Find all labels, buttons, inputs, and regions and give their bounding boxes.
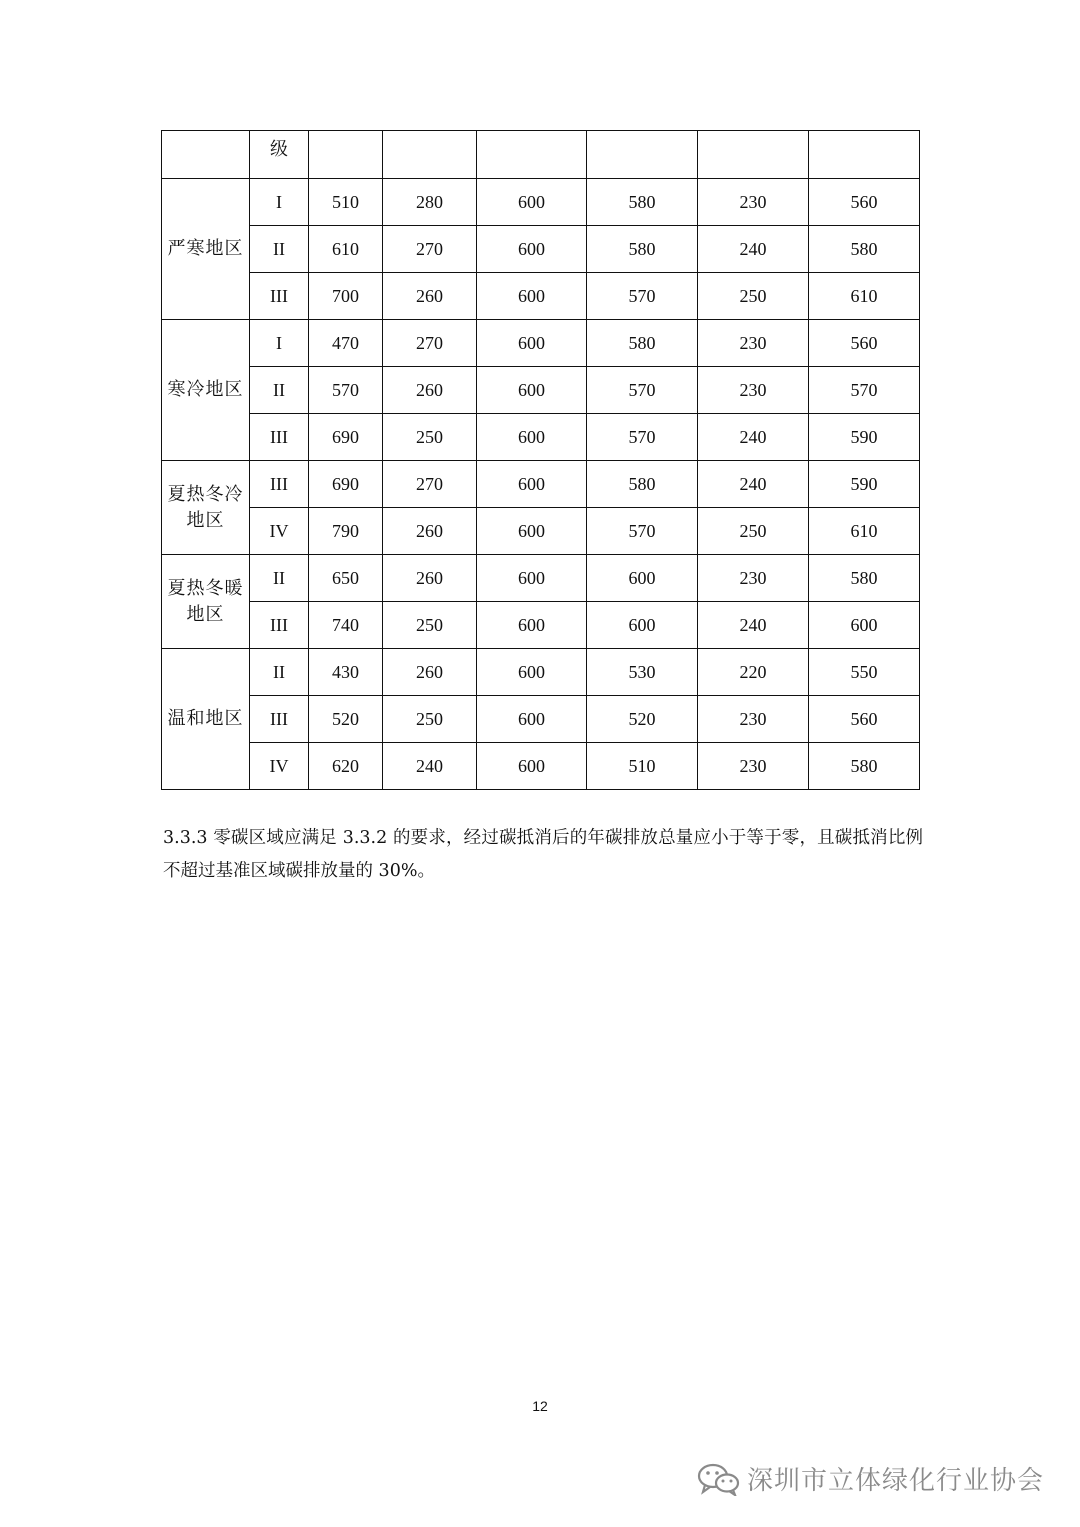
table-row — [162, 414, 920, 461]
value-cell: 550 — [809, 649, 920, 696]
value-cell: 560 — [809, 179, 920, 226]
value-cell: 610 — [809, 273, 920, 320]
value-cell: 530 — [587, 649, 698, 696]
value-cell: 570 — [587, 273, 698, 320]
value-cell: 600 — [809, 602, 920, 649]
value-cell: 240 — [698, 414, 809, 461]
value-cell: 650 — [309, 555, 383, 602]
value-cell: 250 — [698, 508, 809, 555]
table-row — [162, 555, 920, 602]
value-cell: 600 — [477, 555, 587, 602]
value-cell: 230 — [698, 320, 809, 367]
table-row — [162, 602, 920, 649]
value-cell: 250 — [698, 273, 809, 320]
clause-paragraph: 3.3.3 零碳区域应满足 3.3.2 的要求，经过碳抵消后的年碳排放总量应小于等于零，且碳抵消比例不超过基准区域碳排放量的 30%。 — [163, 828, 923, 881]
header-cell — [162, 131, 250, 179]
wechat-icon — [697, 1462, 741, 1496]
value-cell: 270 — [383, 226, 477, 273]
table-row — [162, 367, 920, 414]
value-cell: 230 — [698, 743, 809, 790]
level-cell: II — [250, 226, 309, 273]
value-cell: 600 — [477, 367, 587, 414]
value-cell: 220 — [698, 649, 809, 696]
value-cell: 260 — [383, 273, 477, 320]
value-cell: 270 — [383, 320, 477, 367]
value-cell: 600 — [587, 602, 698, 649]
header-cell — [383, 131, 477, 179]
table-header-row — [162, 131, 920, 179]
value-cell: 260 — [383, 649, 477, 696]
value-cell: 230 — [698, 367, 809, 414]
emission-table — [161, 130, 920, 790]
value-cell: 600 — [477, 696, 587, 743]
value-cell: 580 — [587, 320, 698, 367]
value-cell: 520 — [587, 696, 698, 743]
value-cell: 260 — [383, 367, 477, 414]
value-cell: 250 — [383, 696, 477, 743]
value-cell: 600 — [477, 179, 587, 226]
table-row — [162, 320, 920, 367]
table-row — [162, 696, 920, 743]
table-row — [162, 508, 920, 555]
value-cell: 230 — [698, 696, 809, 743]
value-cell: 600 — [477, 414, 587, 461]
header-cell — [809, 131, 920, 179]
value-cell: 790 — [309, 508, 383, 555]
value-cell: 620 — [309, 743, 383, 790]
value-cell: 240 — [698, 226, 809, 273]
value-cell: 230 — [698, 179, 809, 226]
value-cell: 560 — [809, 696, 920, 743]
value-cell: 600 — [477, 508, 587, 555]
value-cell: 600 — [477, 320, 587, 367]
header-cell — [477, 131, 587, 179]
value-cell: 600 — [477, 226, 587, 273]
level-cell: III — [250, 602, 309, 649]
header-cell — [309, 131, 383, 179]
watermark — [697, 1460, 1044, 1497]
table-row — [162, 649, 920, 696]
value-cell: 510 — [587, 743, 698, 790]
value-cell: 580 — [587, 226, 698, 273]
table-row — [162, 226, 920, 273]
watermark-text: 深圳市立体绿化行业协会 — [746, 1466, 1044, 1496]
value-cell: 570 — [309, 367, 383, 414]
value-cell: 590 — [809, 414, 920, 461]
level-cell: II — [250, 367, 309, 414]
value-cell: 470 — [309, 320, 383, 367]
value-cell: 580 — [587, 461, 698, 508]
header-cell — [698, 131, 809, 179]
level-cell: I — [250, 320, 309, 367]
value-cell: 590 — [809, 461, 920, 508]
value-cell: 600 — [477, 273, 587, 320]
value-cell: 250 — [383, 414, 477, 461]
value-cell: 580 — [809, 226, 920, 273]
value-cell: 570 — [587, 367, 698, 414]
table-row — [162, 179, 920, 226]
level-cell: III — [250, 414, 309, 461]
value-cell: 600 — [477, 602, 587, 649]
level-cell: III — [250, 461, 309, 508]
value-cell: 600 — [587, 555, 698, 602]
value-cell: 610 — [309, 226, 383, 273]
level-cell: II — [250, 555, 309, 602]
level-cell: I — [250, 179, 309, 226]
value-cell: 610 — [809, 508, 920, 555]
region-cell: 温和地区 — [162, 649, 250, 790]
value-cell: 570 — [587, 508, 698, 555]
level-cell: IV — [250, 508, 309, 555]
value-cell: 600 — [477, 649, 587, 696]
region-cell: 严寒地区 — [162, 179, 250, 320]
page-number: 12 — [532, 1398, 548, 1414]
region-cell: 夏热冬暖地区 — [162, 555, 250, 649]
value-cell: 260 — [383, 508, 477, 555]
level-cell: II — [250, 649, 309, 696]
value-cell: 240 — [383, 743, 477, 790]
value-cell: 580 — [587, 179, 698, 226]
value-cell: 570 — [809, 367, 920, 414]
value-cell: 280 — [383, 179, 477, 226]
header-cell — [587, 131, 698, 179]
level-cell: IV — [250, 743, 309, 790]
value-cell: 600 — [477, 743, 587, 790]
value-cell: 270 — [383, 461, 477, 508]
table-row — [162, 743, 920, 790]
region-cell: 夏热冬冷地区 — [162, 461, 250, 555]
value-cell: 580 — [809, 743, 920, 790]
value-cell: 240 — [698, 602, 809, 649]
value-cell: 560 — [809, 320, 920, 367]
value-cell: 520 — [309, 696, 383, 743]
level-cell: III — [250, 696, 309, 743]
table-row — [162, 273, 920, 320]
value-cell: 600 — [477, 461, 587, 508]
value-cell: 430 — [309, 649, 383, 696]
value-cell: 700 — [309, 273, 383, 320]
value-cell: 690 — [309, 461, 383, 508]
value-cell: 580 — [809, 555, 920, 602]
table-row — [162, 461, 920, 508]
region-cell: 寒冷地区 — [162, 320, 250, 461]
value-cell: 260 — [383, 555, 477, 602]
value-cell: 230 — [698, 555, 809, 602]
value-cell: 690 — [309, 414, 383, 461]
value-cell: 740 — [309, 602, 383, 649]
level-cell: III — [250, 273, 309, 320]
value-cell: 570 — [587, 414, 698, 461]
value-cell: 510 — [309, 179, 383, 226]
header-level-cell: 级 — [250, 131, 309, 179]
value-cell: 250 — [383, 602, 477, 649]
value-cell: 240 — [698, 461, 809, 508]
